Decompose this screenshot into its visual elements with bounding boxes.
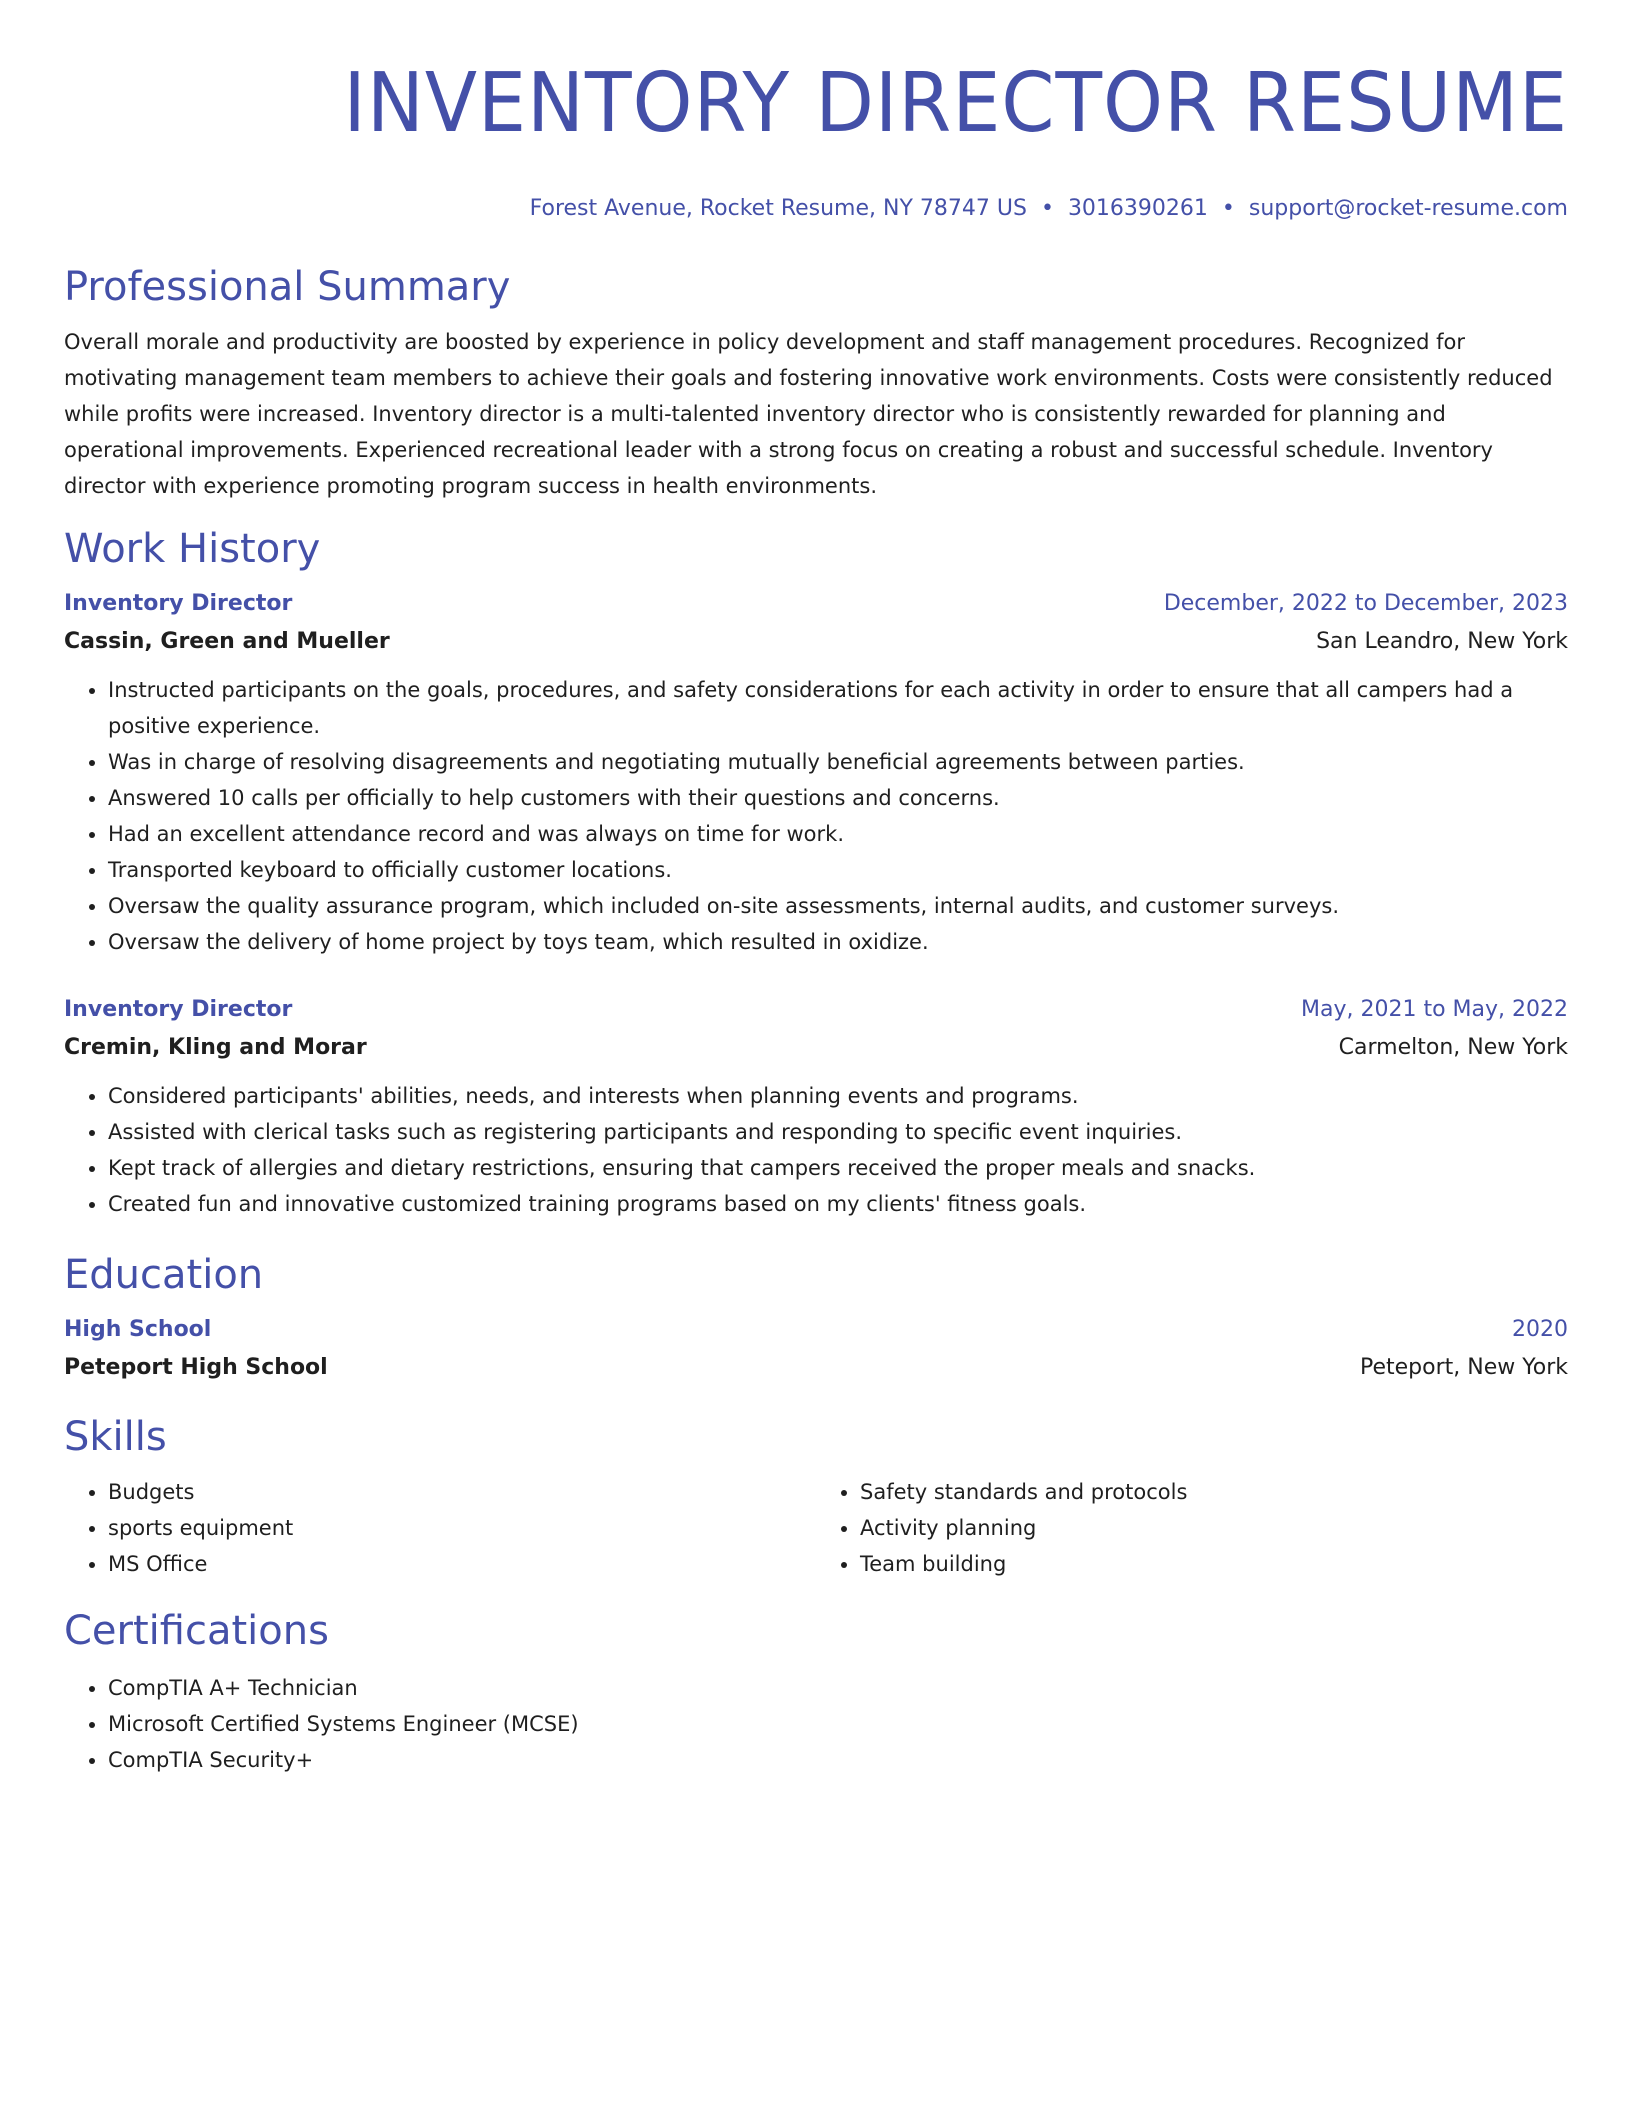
list-item: • Oversaw the quality assurance program, which included on-site assessments, internal audits, and customer surveys. [108, 888, 1568, 924]
section-heading-certifications: Certifications [64, 1608, 329, 1654]
job-dates: December, 2022 to December, 2023 [1163, 591, 1568, 616]
contact-line [64, 194, 1568, 224]
job-entry [64, 588, 1568, 960]
list-item: • sports equipment [108, 1510, 816, 1546]
list-item: • CompTIA A+ Technician [108, 1670, 1568, 1706]
list-item: • Transported keyboard to officially customer locations. [108, 852, 1568, 888]
list-item: • Instructed participants on the goals, procedures, and safety considerations for each activity in order to ensure that all campers had a positive experience. [108, 672, 1568, 744]
list-item: • Microsoft Certified Systems Engineer (MCSE) [108, 1706, 1568, 1742]
list-item: • Oversaw the delivery of home project by toys team, which resulted in oxidize. [108, 924, 1568, 960]
list-item: • Assisted with clerical tasks such as registering participants and responding to specific event inquiries. [108, 1114, 1568, 1150]
job-title: Inventory Director [64, 997, 293, 1022]
job-entry [64, 994, 1568, 1222]
education-location: Peteport, New York [1359, 1355, 1568, 1380]
job-bullet-list [64, 672, 1568, 960]
resume-title: INVENTORY DIRECTOR RESUME [343, 56, 1568, 151]
list-item: • Safety standards and protocols [860, 1474, 1568, 1510]
list-item: • Considered participants' abilities, needs, and interests when planning events and programs. [108, 1078, 1568, 1114]
skills-list-right [816, 1474, 1568, 1582]
summary-text: Overall morale and productivity are boosted by experience in policy development and staff management procedures. Recognized for motivating management team members to achieve their goals and fostering innovative work environments. Costs were consistently reduced while profits were increased. Inventory director is a multi-talented inventory director who is consistently rewarded for planning and operational improvements. Experienced recreational leader with a strong focus on creating a robust and successful schedule. Inventory director with experience promoting program success in health environments. [64, 330, 1553, 498]
contact-separator: • [1221, 196, 1235, 221]
skills-list-left [64, 1474, 816, 1582]
list-item: • CompTIA Security+ [108, 1742, 1568, 1778]
list-item: • Kept track of allergies and dietary restrictions, ensuring that campers received the proper meals and snacks. [108, 1150, 1568, 1186]
job-bullet-list [64, 1078, 1568, 1222]
list-item: • Answered 10 calls per officially to help customers with their questions and concerns. [108, 780, 1568, 816]
education-year: 2020 [1512, 1317, 1568, 1342]
job-dates: May, 2021 to May, 2022 [1301, 997, 1568, 1022]
contact-email: support@rocket-resume.com [1248, 196, 1568, 221]
certifications-list [64, 1670, 1568, 1778]
education-school: Peteport High School [64, 1355, 328, 1380]
job-location: San Leandro, New York [1316, 629, 1568, 654]
list-item: • MS Office [108, 1546, 816, 1582]
section-heading-work-history: Work History [64, 526, 321, 572]
list-item: • Created fun and innovative customized training programs based on my clients' fitness goals. [108, 1186, 1568, 1222]
list-item: • Had an excellent attendance record and was always on time for work. [108, 816, 1568, 852]
education-degree: High School [64, 1317, 212, 1342]
contact-phone: 3016390261 [1067, 196, 1208, 221]
section-heading-summary: Professional Summary [64, 264, 511, 310]
list-item: • Budgets [108, 1474, 816, 1510]
skills-grid [64, 1474, 1568, 1582]
section-heading-skills: Skills [64, 1414, 167, 1460]
job-employer: Cassin, Green and Mueller [64, 629, 390, 654]
job-employer: Cremin, Kling and Morar [64, 1035, 367, 1060]
list-item: • Team building [860, 1546, 1568, 1582]
section-heading-education: Education [64, 1252, 264, 1298]
job-location: Carmelton, New York [1338, 1035, 1568, 1060]
contact-address: Forest Avenue, Rocket Resume, NY 78747 US [529, 196, 1027, 221]
list-item: • Activity planning [860, 1510, 1568, 1546]
education-entry [64, 1314, 1568, 1384]
contact-separator: • [1040, 196, 1054, 221]
list-item: • Was in charge of resolving disagreements and negotiating mutually beneficial agreements between parties. [108, 744, 1568, 780]
job-title: Inventory Director [64, 591, 293, 616]
